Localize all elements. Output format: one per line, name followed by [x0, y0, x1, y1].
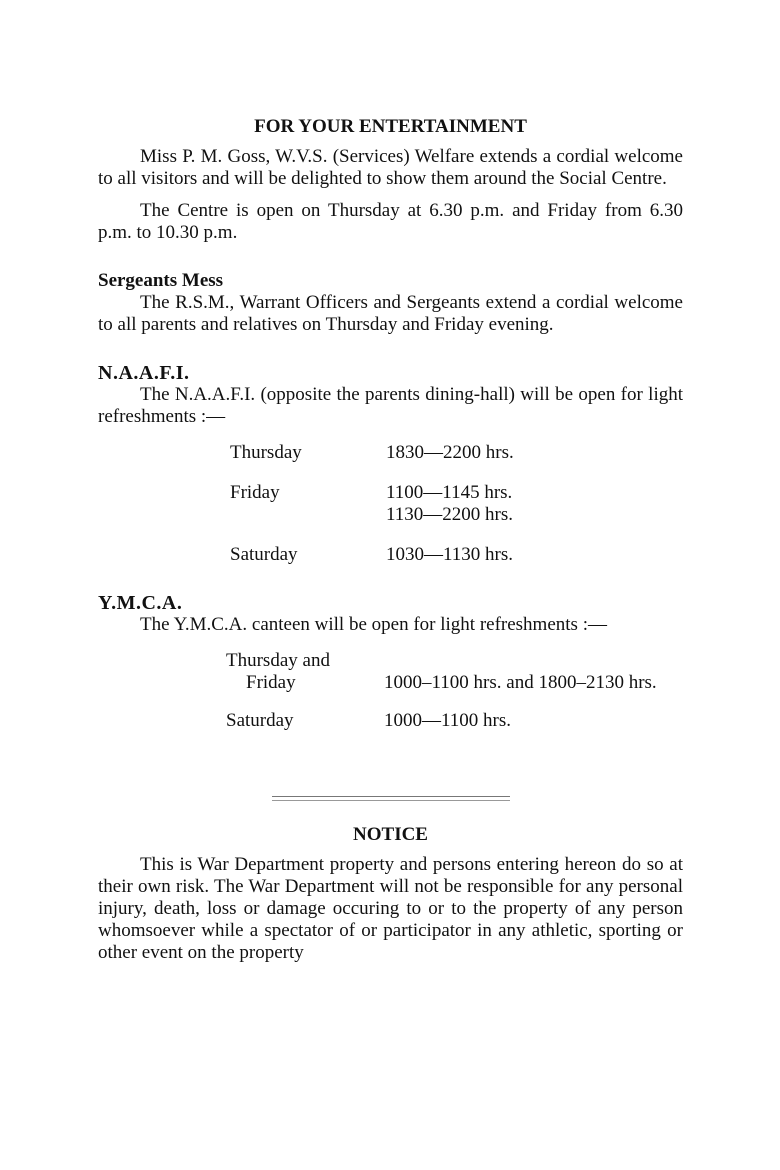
ymca-day: Thursday and [226, 650, 330, 671]
naafi-time: 1130—2200 hrs. [386, 504, 514, 525]
table-row [230, 526, 514, 566]
naafi-day: Friday [230, 482, 280, 503]
page-content [98, 116, 683, 964]
naafi-time: 1830—2200 hrs. [386, 442, 514, 463]
ymca-text: The Y.M.C.A. canteen will be open for light refreshments :— [140, 614, 607, 635]
notice-title: NOTICE [353, 824, 428, 845]
divider-rule [272, 796, 510, 797]
ymca-hours-table [226, 650, 657, 732]
naafi-heading: N.A.A.F.I. [98, 362, 190, 384]
naafi-day: Saturday [230, 544, 298, 565]
naafi-hours-table [230, 442, 514, 566]
ymca-heading: Y.M.C.A. [98, 592, 183, 614]
ymca-time: 1000–1100 hrs. and 1800–2130 hrs. [384, 672, 657, 693]
table-row [230, 464, 514, 526]
ymca-day: Saturday [226, 710, 294, 731]
welfare-paragraph: Miss P. M. Goss, W.V.S. (Services) Welfare extends a cordial welcome to all visitors and will be delighted to show them around the Social Centre. [98, 146, 683, 189]
entertainment-title: FOR YOUR ENTERTAINMENT [254, 116, 527, 137]
ymca-time: 1000—1100 hrs. [384, 710, 512, 731]
table-row [226, 650, 657, 694]
ymca-day: Friday [246, 672, 296, 693]
divider-rule [272, 800, 510, 801]
naafi-text: The N.A.A.F.I. (opposite the parents dining-hall) will be open for light refreshments :— [98, 384, 683, 427]
table-row [226, 694, 657, 732]
sergeants-mess-text: The R.S.M., Warrant Officers and Sergeants extend a cordial welcome to all parents and relatives on Thursday and Friday evening. [98, 292, 683, 335]
naafi-time: 1100—1145 hrs. [386, 482, 513, 503]
sergeants-mess-heading: Sergeants Mess [98, 270, 224, 291]
notice-text: This is War Department property and persons entering hereon do so at their own risk. The War Department will not be responsible for any personal injury, death, loss or damage occuring to or to the property of any person whomsoever while a spectator of or participator in any athletic, sporting or other event on the property [98, 854, 683, 963]
naafi-time: 1030—1130 hrs. [386, 544, 514, 565]
table-row [230, 442, 514, 464]
centre-hours-paragraph: The Centre is open on Thursday at 6.30 p.m. and Friday from 6.30 p.m. to 10.30 p.m. [98, 200, 683, 243]
naafi-day: Thursday [230, 442, 302, 463]
